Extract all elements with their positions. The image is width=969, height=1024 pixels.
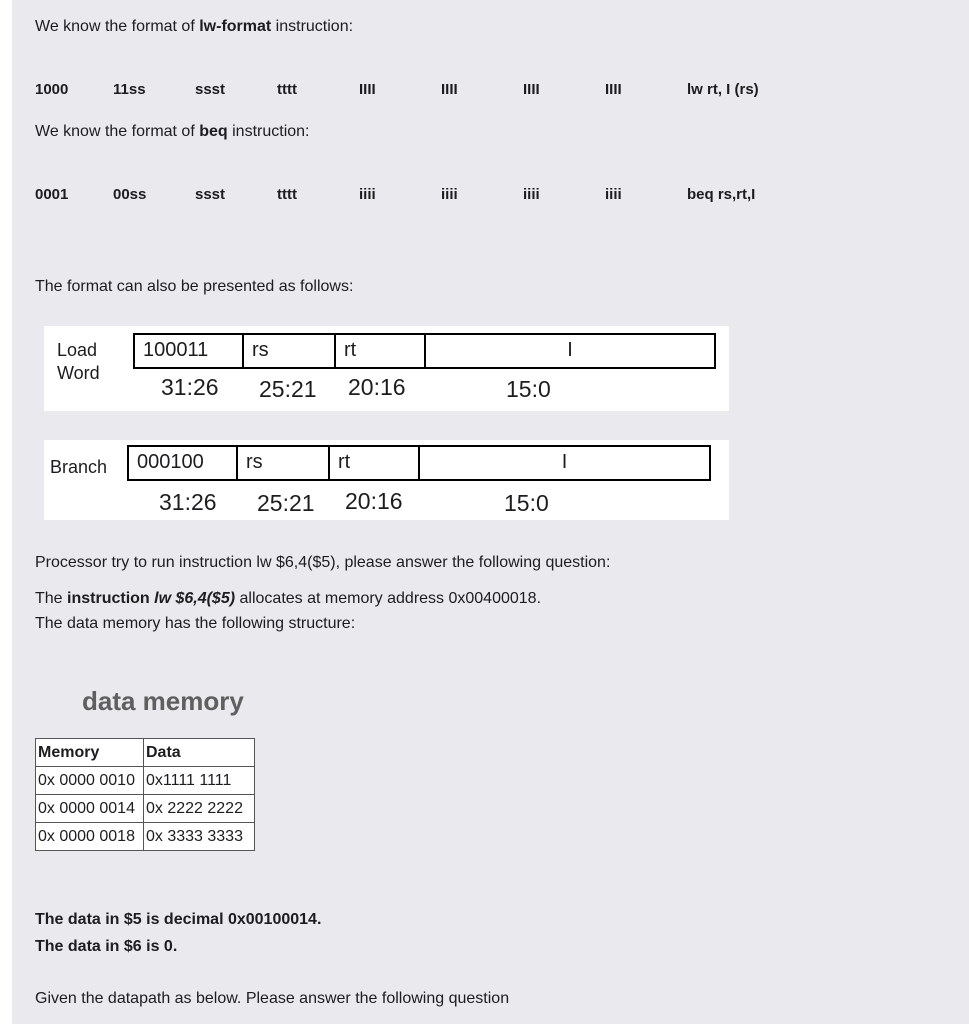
table-row (36, 767, 255, 795)
address-line-post: allocates at memory address 0x00400018. (235, 590, 542, 607)
beq-intro (35, 123, 309, 141)
reg5-text: The data in $5 is decimal 0x00100014. (35, 911, 322, 928)
lw-bits-rs: 25:21 (259, 376, 317, 402)
format-intro: The format can also be presented as follows: (35, 278, 354, 295)
beq-rs-field: rs (236, 445, 330, 481)
memory-title: data memory (82, 686, 244, 716)
beq-imm-field: I (418, 445, 711, 481)
memory-cell: 0x 0000 0018 (36, 823, 144, 851)
beq-bits-rt: 20:16 (345, 488, 403, 514)
branch-label: Branch (50, 457, 108, 477)
address-line-pre: The (35, 590, 68, 607)
beq-intro-bold: beq (199, 123, 228, 140)
data-header: Data (144, 739, 255, 767)
data-cell: 0x1111 1111 (144, 767, 255, 795)
lw-intro-pre: We know the format of (35, 18, 200, 35)
branch-diagram (44, 440, 729, 520)
load-word-label (57, 339, 100, 385)
question-text: Processor try to run instruction lw $6,4($5), please answer the following question: (35, 554, 611, 571)
beq-field: 00ss (113, 186, 147, 203)
data-cell: 0x 3333 3333 (144, 823, 255, 851)
beq-opcode-field: 000100 (127, 445, 238, 481)
datapath-text: Given the datapath as below. Please answer the following question (35, 990, 510, 1007)
reg6-text: The data in $6 is 0. (35, 938, 178, 955)
beq-field: iiii (523, 186, 540, 203)
lw-field: tttt (277, 81, 297, 98)
beq-field: iiii (605, 186, 622, 203)
address-line-bold: instruction (67, 590, 155, 607)
beq-field: 0001 (35, 186, 69, 203)
lw-rs-field: rs (242, 333, 336, 369)
lw-field: IIII (441, 81, 458, 98)
lw-imm-field: I (424, 333, 716, 369)
memory-header: Memory (36, 739, 144, 767)
table-row (36, 823, 255, 851)
beq-field: iiii (441, 186, 458, 203)
beq-syntax: beq rs,rt,I (687, 186, 756, 203)
data-cell: 0x 2222 2222 (144, 795, 255, 823)
lw-bits-rt: 20:16 (348, 374, 406, 400)
lw-field: ssst (195, 81, 226, 98)
beq-intro-post: instruction: (227, 123, 310, 140)
lw-opcode-field: 100011 (133, 333, 244, 369)
load-word-label-line1: Load (57, 340, 98, 360)
beq-field: iiii (359, 186, 376, 203)
lw-field: IIII (359, 81, 376, 98)
beq-bits-imm: 15:0 (504, 490, 549, 516)
beq-field: tttt (277, 186, 297, 203)
load-word-diagram (44, 326, 729, 411)
lw-field: 1000 (35, 81, 69, 98)
lw-field: 11ss (113, 81, 146, 98)
lw-syntax: lw rt, I (rs) (687, 81, 759, 98)
table-header-row (36, 739, 255, 767)
beq-field: ssst (195, 186, 226, 203)
memory-cell: 0x 0000 0010 (36, 767, 144, 795)
lw-intro-post: instruction: (271, 18, 354, 35)
lw-intro (35, 18, 353, 36)
address-line-instruction: lw $6,4($5) (154, 590, 236, 607)
lw-bits-imm: 15:0 (506, 376, 551, 402)
lw-intro-bold: lw-format (199, 18, 272, 35)
address-line (35, 590, 541, 608)
beq-rt-field: rt (328, 445, 420, 481)
memory-cell: 0x 0000 0014 (36, 795, 144, 823)
table-row (36, 795, 255, 823)
lw-rt-field: rt (334, 333, 426, 369)
lw-field: IIII (523, 81, 540, 98)
beq-bits-rs: 25:21 (257, 490, 315, 516)
load-word-label-line2: Word (57, 363, 100, 383)
lw-field: IIII (605, 81, 622, 98)
memory-intro: The data memory has the following structure: (35, 615, 356, 632)
lw-bits-opcode: 31:26 (161, 374, 219, 400)
beq-bits-opcode: 31:26 (159, 489, 217, 515)
memory-table (35, 738, 255, 851)
beq-intro-pre: We know the format of (35, 123, 200, 140)
